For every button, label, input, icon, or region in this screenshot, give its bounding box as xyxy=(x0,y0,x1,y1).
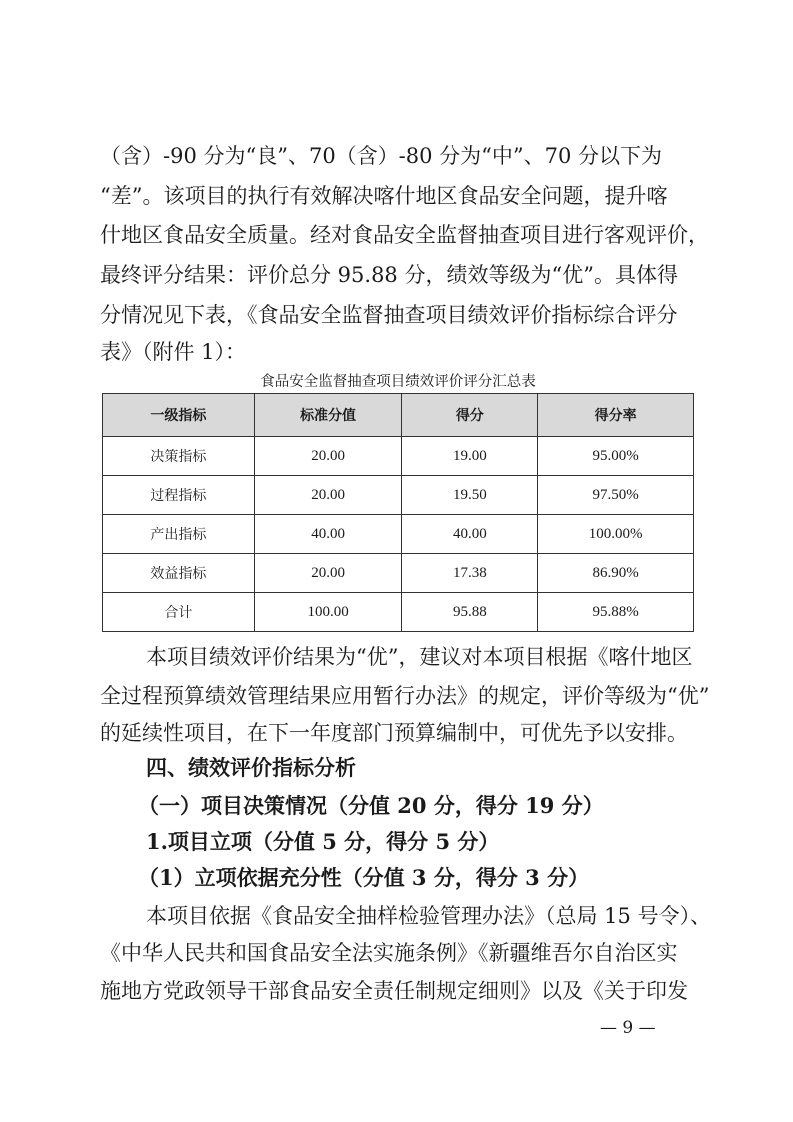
table-cell: 19.00 xyxy=(402,437,538,476)
table-cell: 95.88% xyxy=(538,593,694,632)
paragraph-line: 的延续性项目，在下一年度部门预算编制中，可优先予以安排。 xyxy=(100,721,688,745)
column-header-standard-score: 标准分值 xyxy=(254,394,402,437)
table-cell: 20.00 xyxy=(254,437,402,476)
table-cell: 86.90% xyxy=(538,554,694,593)
paragraph-line: 什地区食品安全质量。经对食品安全监督抽查项目进行客观评价， xyxy=(100,223,709,247)
section-heading: 四、绩效评价指标分析 xyxy=(146,755,356,780)
table-cell: 95.88 xyxy=(402,593,538,632)
table-cell: 合计 xyxy=(103,593,255,632)
table-total-row xyxy=(103,593,694,632)
column-header-indicator: 一级指标 xyxy=(103,394,255,437)
table-cell: 决策指标 xyxy=(103,437,255,476)
table-row xyxy=(103,476,694,515)
score-summary-table xyxy=(102,393,694,632)
table-caption: 食品安全监督抽查项目绩效评价评分汇总表 xyxy=(260,374,536,390)
subsection-heading: 1.项目立项（分值 5 分，得分 5 分） xyxy=(146,829,500,854)
table-cell: 100.00 xyxy=(254,593,402,632)
table-cell: 20.00 xyxy=(254,554,402,593)
paragraph-line: 最终评分结果：评价总分 95.88 分，绩效等级为“优”。具体得 xyxy=(100,263,678,287)
table-row xyxy=(103,554,694,593)
paragraph-line: 施地方党政领导干部食品安全责任制规定细则》以及《关于印发 xyxy=(100,979,688,1003)
paragraph-line: 《中华人民共和国食品安全法实施条例》《新疆维吾尔自治区实 xyxy=(100,941,678,965)
table-cell: 效益指标 xyxy=(103,554,255,593)
page-number: — 9 — xyxy=(600,1018,656,1038)
paragraph-line: 本项目依据《食品安全抽样检验管理办法》（总局 15 号令）、 xyxy=(146,904,712,928)
table-cell: 19.50 xyxy=(402,476,538,515)
paragraph-line: 表》（附件 1）： xyxy=(100,340,247,364)
table-cell: 95.00% xyxy=(538,437,694,476)
paragraph-line: “差”。该项目的执行有效解决喀什地区食品安全问题，提升喀 xyxy=(100,184,668,208)
paragraph-line: 分情况见下表，《食品安全监督抽查项目绩效评价指标综合评分 xyxy=(100,303,678,327)
table-header-row xyxy=(103,394,694,437)
table-cell: 100.00% xyxy=(538,515,694,554)
table-row xyxy=(103,437,694,476)
table-row xyxy=(103,515,694,554)
table-cell: 40.00 xyxy=(254,515,402,554)
table-cell: 过程指标 xyxy=(103,476,255,515)
subsection-heading: （1）立项依据充分性（分值 3 分，得分 3 分） xyxy=(138,865,590,890)
table-cell: 97.50% xyxy=(538,476,694,515)
table-cell: 20.00 xyxy=(254,476,402,515)
table-cell: 产出指标 xyxy=(103,515,255,554)
paragraph-line: 本项目绩效评价结果为“优”，建议对本项目根据《喀什地区 xyxy=(146,645,693,669)
subsection-heading: （一）项目决策情况（分值 20 分，得分 19 分） xyxy=(138,793,604,818)
paragraph-line: （含）-90 分为“良”、70（含）-80 分为“中”、70 分以下为 xyxy=(100,144,663,168)
table-cell: 40.00 xyxy=(402,515,538,554)
column-header-score-rate: 得分率 xyxy=(538,394,694,437)
column-header-score: 得分 xyxy=(402,394,538,437)
table-cell: 17.38 xyxy=(402,554,538,593)
paragraph-line: 全过程预算绩效管理结果应用暂行办法》的规定，评价等级为“优” xyxy=(100,684,710,708)
